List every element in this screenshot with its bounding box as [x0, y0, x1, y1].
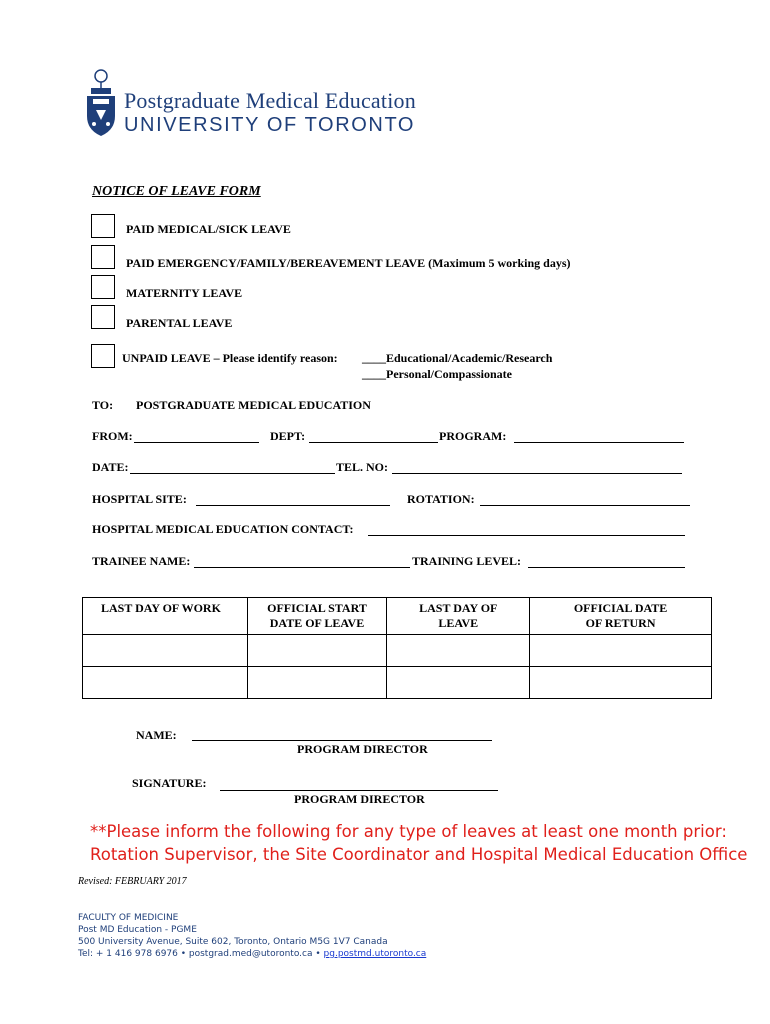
signature-input[interactable] — [220, 790, 498, 791]
header-last-day-of-work: LAST DAY OF WORK — [83, 598, 248, 635]
leave-dates-table — [82, 597, 712, 699]
header-official-start-date: OFFICIAL START DATE OF LEAVE — [247, 598, 387, 635]
paid-emergency-leave-label: PAID EMERGENCY/FAMILY/BEREAVEMENT LEAVE (Maximum 5 working days) — [126, 256, 571, 270]
table-row — [83, 667, 712, 699]
table-cell[interactable] — [387, 635, 530, 667]
name-input[interactable] — [192, 740, 492, 741]
notice-line1: **Please inform the following for any type of leaves at least one month prior: — [90, 822, 727, 841]
rotation-input[interactable] — [480, 505, 690, 506]
hospital-site-label: HOSPITAL SITE: — [92, 492, 187, 506]
rotation-label: ROTATION: — [407, 492, 475, 506]
paid-medical-leave-checkbox[interactable] — [91, 214, 115, 238]
table-cell[interactable] — [247, 635, 387, 667]
org-name-line2: UNIVERSITY OF TORONTO — [124, 114, 416, 136]
hospital-site-input[interactable] — [196, 505, 390, 506]
footer-faculty: FACULTY OF MEDICINE — [78, 913, 179, 923]
footer-office: Post MD Education - PGME — [78, 925, 197, 935]
name-label: NAME: — [136, 728, 177, 742]
reason-educational[interactable]: ____Educational/Academic/Research — [362, 351, 553, 365]
to-label: TO: — [92, 398, 114, 412]
table-header-row — [83, 598, 712, 635]
table-cell[interactable] — [83, 667, 248, 699]
maternity-leave-label: MATERNITY LEAVE — [126, 286, 243, 300]
to-value: POSTGRADUATE MEDICAL EDUCATION — [136, 398, 371, 412]
tel-input[interactable] — [392, 473, 682, 474]
university-crest-icon — [84, 68, 118, 138]
program-label: PROGRAM: — [439, 429, 507, 443]
parental-leave-checkbox[interactable] — [91, 305, 115, 329]
signature-caption: PROGRAM DIRECTOR — [294, 792, 425, 806]
unpaid-leave-label: UNPAID LEAVE – Please identify reason: — [122, 351, 338, 365]
footer-website-link[interactable]: pg.postmd.utoronto.ca — [323, 949, 427, 959]
dept-label: DEPT: — [270, 429, 306, 443]
maternity-leave-checkbox[interactable] — [91, 275, 115, 299]
from-label: FROM: — [92, 429, 133, 443]
revised-date: Revised: FEBRUARY 2017 — [78, 876, 187, 887]
footer-contact — [78, 949, 426, 959]
table-cell[interactable] — [247, 667, 387, 699]
trainee-name-input[interactable] — [194, 567, 410, 568]
unpaid-leave-checkbox[interactable] — [91, 344, 115, 368]
program-input[interactable] — [514, 442, 684, 443]
date-label: DATE: — [92, 460, 129, 474]
from-input[interactable] — [134, 442, 259, 443]
header-official-date-of-return: OFFICIAL DATE OF RETURN — [530, 598, 712, 635]
table-cell[interactable] — [530, 667, 712, 699]
footer-address: 500 University Avenue, Suite 602, Toronto, Ontario M5G 1V7 Canada — [78, 937, 388, 947]
date-input[interactable] — [130, 473, 335, 474]
table-cell[interactable] — [387, 667, 530, 699]
parental-leave-label: PARENTAL LEAVE — [126, 316, 233, 330]
signature-label: SIGNATURE: — [132, 776, 207, 790]
training-level-label: TRAINING LEVEL: — [412, 554, 522, 568]
form-title: NOTICE OF LEAVE FORM — [92, 184, 261, 199]
hme-contact-input[interactable] — [368, 535, 685, 536]
header-last-day-of-leave: LAST DAY OF LEAVE — [387, 598, 530, 635]
paid-medical-leave-label: PAID MEDICAL/SICK LEAVE — [126, 222, 291, 236]
notice-line2: Rotation Supervisor, the Site Coordinator and Hospital Medical Education Office — [90, 845, 748, 864]
reason-personal[interactable]: ____Personal/Compassionate — [362, 367, 512, 381]
table-cell[interactable] — [83, 635, 248, 667]
dept-input[interactable] — [309, 442, 438, 443]
tel-label: TEL. NO: — [336, 460, 389, 474]
table-row — [83, 635, 712, 667]
org-name-line1: Postgraduate Medical Education — [124, 88, 416, 113]
table-cell[interactable] — [530, 635, 712, 667]
paid-emergency-leave-checkbox[interactable] — [91, 245, 115, 269]
hme-contact-label: HOSPITAL MEDICAL EDUCATION CONTACT: — [92, 522, 354, 536]
name-caption: PROGRAM DIRECTOR — [297, 742, 428, 756]
training-level-input[interactable] — [528, 567, 685, 568]
footer-contact-text: Tel: + 1 416 978 6976 • postgrad.med@utoronto.ca • — [78, 949, 324, 959]
trainee-name-label: TRAINEE NAME: — [92, 554, 191, 568]
